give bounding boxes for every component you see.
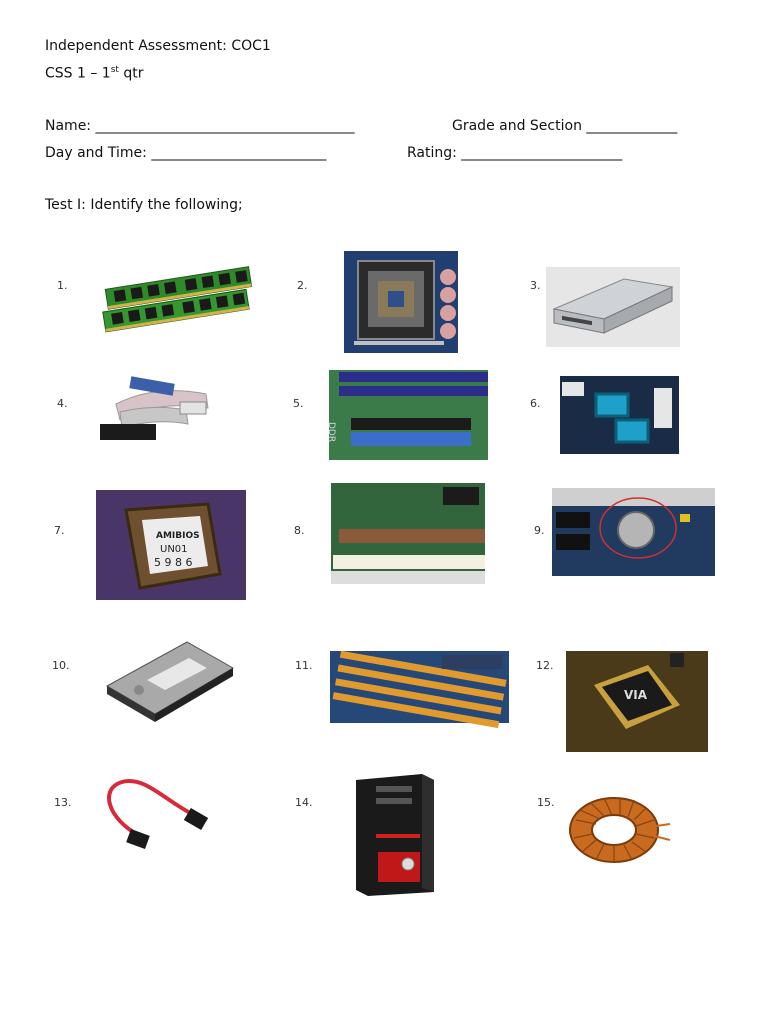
ide-ribbon-cable-icon — [96, 374, 216, 448]
ram-module-icon — [98, 268, 260, 334]
grade-section-field: Grade and Section _____________ — [452, 118, 678, 134]
item-number-9: 9. — [534, 524, 545, 537]
item-number-14: 14. — [295, 796, 313, 809]
item-number-13: 13. — [54, 796, 72, 809]
day-time-field: Day and Time: _________________________ — [45, 145, 327, 161]
subject-line — [45, 65, 144, 82]
hard-disk-icon — [103, 636, 235, 722]
svg-text:VIA: VIA — [624, 688, 648, 702]
item-number-4: 4. — [57, 397, 68, 410]
ide-connector-icon — [326, 370, 488, 460]
chipset-icon — [566, 651, 708, 752]
system-unit-icon — [352, 772, 436, 896]
item-number-11: 11. — [295, 659, 313, 672]
item-number-12: 12. — [536, 659, 554, 672]
item-number-15: 15. — [537, 796, 555, 809]
sata-port-icon — [560, 376, 679, 454]
svg-text:AMIBIOS: AMIBIOS — [156, 531, 200, 541]
svg-text:5 9 8 6: 5 9 8 6 — [154, 556, 193, 569]
cmos-battery-icon — [552, 488, 715, 576]
item-number-7: 7. — [54, 524, 65, 537]
sata-cable-icon — [100, 778, 210, 850]
test-instructions: Test I: Identify the following; — [45, 197, 243, 213]
subject-superscript: st — [110, 65, 119, 75]
svg-text:DDR: DDR — [326, 422, 336, 443]
item-number-3: 3. — [530, 279, 541, 292]
cpu-socket-icon — [344, 251, 458, 353]
item-number-8: 8. — [294, 524, 305, 537]
item-number-6: 6. — [530, 397, 541, 410]
subject-suffix: qtr — [118, 65, 144, 82]
toroid-coil-icon — [562, 790, 672, 870]
bios-chip-icon — [96, 490, 246, 600]
memory-slot-icon — [330, 651, 509, 723]
expansion-slot-icon — [331, 483, 485, 584]
rating-field: Rating: _______________________ — [407, 145, 623, 161]
item-number-2: 2. — [297, 279, 308, 292]
floppy-drive-icon — [546, 267, 680, 347]
item-number-5: 5. — [293, 397, 304, 410]
item-number-1: 1. — [57, 279, 68, 292]
subject-prefix: CSS 1 – 1 — [45, 65, 111, 82]
worksheet-title: Independent Assessment: COC1 — [45, 38, 271, 54]
svg-text:UN01: UN01 — [160, 544, 188, 555]
item-number-10: 10. — [52, 659, 70, 672]
name-field: Name: _____________________________________ — [45, 118, 355, 134]
